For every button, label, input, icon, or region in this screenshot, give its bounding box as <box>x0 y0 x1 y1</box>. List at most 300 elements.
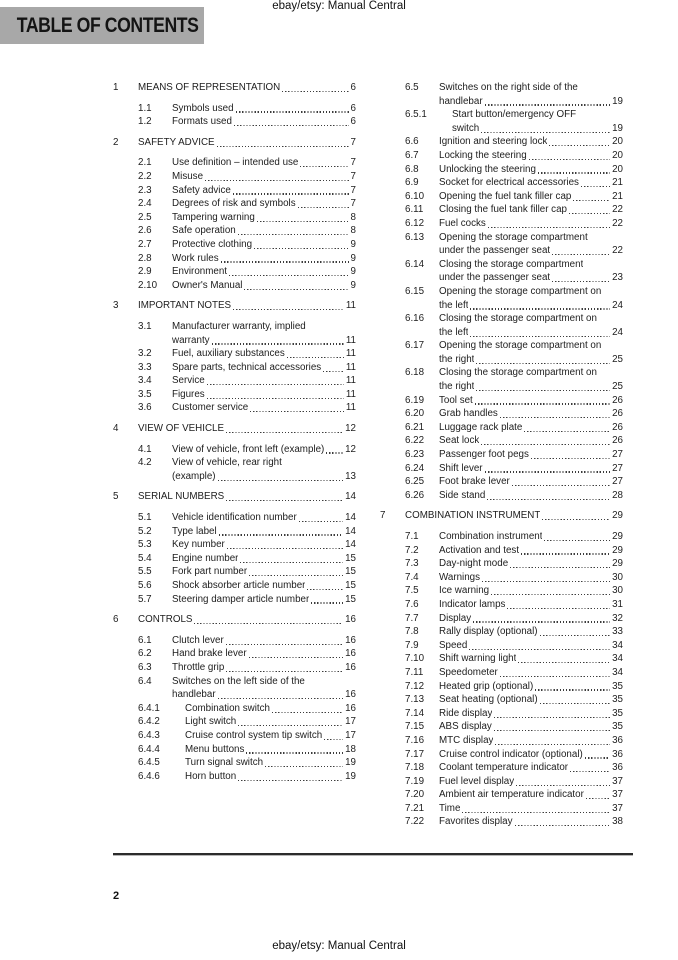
toc-entry-line <box>439 394 623 408</box>
toc-entry-title: Rally display (optional) <box>439 626 538 638</box>
toc-entry <box>113 715 356 729</box>
dot-leader <box>570 771 610 772</box>
toc-entry-title: Menu buttons <box>185 743 245 755</box>
toc-entry-title: the left <box>439 299 469 311</box>
toc-entry-number: 7.18 <box>405 762 425 774</box>
dot-leader <box>473 621 610 622</box>
toc-entry-title: Passenger foot pegs <box>439 449 529 461</box>
toc-entry-line <box>439 734 623 748</box>
toc-entry-number: 7.6 <box>405 598 419 610</box>
toc-entry-number: 7.7 <box>405 612 419 624</box>
dot-leader <box>233 193 349 194</box>
toc-entry-number: 6.3 <box>138 661 152 673</box>
toc-entry-number: 6.5 <box>405 82 419 93</box>
toc-entry-body <box>185 756 356 770</box>
toc-entry-line <box>172 170 356 184</box>
toc-entry-line <box>439 244 623 258</box>
toc-entry-body <box>439 788 623 802</box>
toc-entry-body <box>439 693 623 707</box>
toc-entry-line <box>439 407 623 421</box>
toc-entry-number: 6.26 <box>405 489 425 501</box>
toc-entry <box>113 770 356 784</box>
toc-entry-page: 18 <box>345 743 356 755</box>
toc-entry-body <box>439 544 623 558</box>
toc-entry-line <box>439 815 623 829</box>
toc-entry-line <box>138 613 356 627</box>
toc-entry-line <box>439 380 623 394</box>
toc-entry-title: Locking the steering <box>439 149 527 161</box>
toc-entry-page: 24 <box>612 326 623 338</box>
toc-entry <box>113 422 356 436</box>
toc-entry-page: 22 <box>612 245 623 257</box>
toc-entry-title: handlebar <box>439 95 483 107</box>
toc-entry-line <box>172 265 356 279</box>
dot-leader <box>234 125 349 126</box>
dot-leader <box>246 752 343 753</box>
toc-entry-page: 25 <box>612 381 623 393</box>
toc-entry <box>380 720 623 734</box>
dot-leader <box>510 567 610 568</box>
toc-entry-line <box>172 538 356 552</box>
toc-entry-page: 15 <box>345 593 356 605</box>
toc-entry-body <box>172 238 356 252</box>
dot-leader <box>323 371 344 372</box>
dot-leader <box>205 180 349 181</box>
toc-entry <box>113 81 356 95</box>
toc-entry-number: 6.12 <box>405 217 425 229</box>
toc-entry-title: Unlocking the steering <box>439 163 536 175</box>
toc-entry-page: 14 <box>345 525 356 537</box>
page-title-box <box>0 7 204 44</box>
toc-entry-body <box>172 593 356 607</box>
toc-entry-title: Grab handles <box>439 408 498 420</box>
toc-entry-line <box>439 625 623 639</box>
toc-entry-title: Side stand <box>439 489 486 501</box>
toc-entry <box>380 584 623 598</box>
toc-entry-page: 30 <box>612 571 623 583</box>
toc-entry-number: 2.4 <box>138 198 152 210</box>
toc-entry-body <box>439 81 623 108</box>
toc-entry-line <box>439 149 623 163</box>
toc-entry <box>380 788 623 802</box>
toc-entry-page: 29 <box>612 510 623 522</box>
toc-entry <box>380 407 623 421</box>
toc-entry-title: Type label <box>172 525 217 537</box>
toc-entry-title: Fuel, auxiliary substances <box>172 348 285 360</box>
toc-entry-line <box>185 715 356 729</box>
toc-entry <box>113 374 356 388</box>
toc-entry-body <box>172 579 356 593</box>
toc-entry-body <box>172 538 356 552</box>
toc-entry-title: MEANS OF REPRESENTATION <box>138 82 281 93</box>
toc-entry-page: 9 <box>350 266 356 278</box>
toc-entry-number: 6.13 <box>405 231 425 243</box>
toc-entry-page: 11 <box>345 402 356 414</box>
toc-entry-page: 11 <box>345 388 356 400</box>
toc-entry-title: IMPORTANT NOTES <box>138 300 232 312</box>
dot-leader <box>207 384 344 385</box>
toc-entry-number: 6.18 <box>405 367 425 379</box>
dot-leader <box>494 730 610 731</box>
toc-entry-number: 6.11 <box>405 204 424 216</box>
toc-entry <box>380 557 623 571</box>
toc-entry-body <box>439 666 623 680</box>
toc-entry-number: 6.20 <box>405 408 425 420</box>
toc-entry-body <box>439 707 623 721</box>
toc-entry-line <box>439 598 623 612</box>
toc-entry-line <box>138 490 356 504</box>
toc-entry-line <box>172 565 356 579</box>
toc-entry-number: 1.2 <box>138 116 152 128</box>
toc-entry-number: 2.3 <box>138 184 152 196</box>
toc-entry-page: 7 <box>350 198 356 210</box>
toc-entry-body <box>439 163 623 177</box>
toc-entry-page: 19 <box>612 122 623 134</box>
toc-entry-body <box>172 401 356 415</box>
toc-entry-page: 17 <box>345 716 356 728</box>
dot-leader <box>233 309 344 310</box>
dot-leader <box>227 548 343 549</box>
toc-entry-title: Cruise control system tip switch <box>185 729 323 741</box>
toc-entry-number: 3.6 <box>138 402 152 414</box>
toc-entry-title: Safety advice <box>172 184 231 196</box>
dot-leader <box>569 213 610 214</box>
toc-entry-line <box>172 211 356 225</box>
toc-entry-line <box>439 557 623 571</box>
toc-entry-number: 3.4 <box>138 375 152 387</box>
dot-leader <box>470 336 610 337</box>
toc-entry-line <box>172 388 356 402</box>
dot-leader <box>540 703 611 704</box>
dot-leader <box>500 417 610 418</box>
toc-entry-line <box>172 238 356 252</box>
toc-entry-title: Vehicle identification number <box>172 512 297 524</box>
toc-entry-page: 27 <box>612 476 623 488</box>
dot-leader <box>298 207 349 208</box>
toc-entry-number: 6.2 <box>138 648 152 660</box>
toc-entry-line <box>172 579 356 593</box>
toc-entry <box>380 761 623 775</box>
toc-entry-body <box>439 571 623 585</box>
toc-entry-title: Speed <box>439 639 468 651</box>
toc-entry-body <box>172 184 356 198</box>
toc-entry-number: 6.4.1 <box>138 702 160 714</box>
dot-leader <box>476 363 610 364</box>
toc-entry-title: Throttle grip <box>172 661 225 673</box>
toc-entry-page: 7 <box>350 157 356 169</box>
toc-entry-title: Socket for electrical accessories <box>439 177 579 189</box>
toc-entry-page: 12 <box>345 443 356 455</box>
page-title: TABLE OF CONTENTS <box>16 13 199 37</box>
toc-entry <box>380 394 623 408</box>
toc-entry-line <box>452 122 623 136</box>
dot-leader <box>226 644 343 645</box>
toc-entry <box>380 312 623 339</box>
toc-entry-line <box>439 421 623 435</box>
toc-entry-body <box>185 729 356 743</box>
toc-entry <box>380 203 623 217</box>
toc-entry-page: 11 <box>345 361 356 373</box>
toc-entry-line <box>439 612 623 626</box>
toc-entry-line <box>138 81 356 95</box>
toc-entry-page: 26 <box>612 421 623 433</box>
toc-entry <box>113 238 356 252</box>
toc-entry-title: Work rules <box>172 252 219 264</box>
dot-leader <box>488 227 610 228</box>
toc-entry-page: 34 <box>612 666 623 678</box>
toc-entry-number: 5.4 <box>138 552 152 564</box>
toc-entry-body <box>172 647 356 661</box>
page-number: 2 <box>113 890 120 902</box>
toc-entry-body <box>138 81 356 95</box>
toc-entry-body <box>172 265 356 279</box>
toc-entry-body <box>439 748 623 762</box>
toc-entry-body <box>439 652 623 666</box>
dot-leader <box>257 221 349 222</box>
toc-entry-number: 5.5 <box>138 566 152 578</box>
toc-entry-body <box>439 135 623 149</box>
toc-entry <box>380 639 623 653</box>
toc-entry-body <box>439 639 623 653</box>
toc-entry-body <box>172 156 356 170</box>
toc-entry <box>113 647 356 661</box>
toc-entry-page: 35 <box>612 707 623 719</box>
toc-entry-line <box>439 462 623 476</box>
toc-entry-page: 21 <box>612 177 623 189</box>
toc-entry-title: Combination switch <box>185 702 270 714</box>
toc-entry-number: 7.17 <box>405 748 425 760</box>
toc-entry-line <box>439 190 623 204</box>
toc-entry-body <box>172 374 356 388</box>
toc-entry-line <box>439 258 623 272</box>
toc-entry-title: Activation and test <box>439 544 520 556</box>
toc-entry-line <box>172 525 356 539</box>
dot-leader <box>218 698 344 699</box>
toc-entry-body <box>138 613 356 627</box>
toc-entry-number: 7.13 <box>405 694 425 706</box>
toc-entry-number: 7.19 <box>405 775 425 787</box>
toc-entry-number: 5.1 <box>138 512 152 524</box>
toc-entry-number: 2.7 <box>138 238 152 250</box>
toc-entry-page: 26 <box>612 435 623 447</box>
toc-entry-body <box>172 197 356 211</box>
toc-entry-number: 7.22 <box>405 816 425 828</box>
toc-entry <box>113 702 356 716</box>
dot-leader <box>481 132 610 133</box>
toc-entry-number: 6.9 <box>405 177 419 189</box>
toc-entry-line <box>439 299 623 313</box>
toc-entry <box>380 366 623 393</box>
toc-entry-page: 20 <box>612 163 623 175</box>
toc-entry-page: 16 <box>345 689 356 701</box>
toc-entry-number: 6.16 <box>405 313 425 325</box>
toc-entry-body <box>172 552 356 566</box>
toc-entry-body <box>439 557 623 571</box>
dot-leader <box>494 717 610 718</box>
toc-entry-body <box>452 108 623 135</box>
toc-entry-page: 29 <box>612 558 623 570</box>
toc-entry-line <box>172 552 356 566</box>
toc-entry-body <box>439 720 623 734</box>
toc-entry-body <box>439 489 623 503</box>
toc-entry <box>380 530 623 544</box>
toc-entry-page: 29 <box>612 531 623 542</box>
toc-entry-line <box>172 675 356 689</box>
dot-leader <box>238 725 343 726</box>
toc-entry <box>380 176 623 190</box>
toc-entry <box>380 509 623 523</box>
toc-entry <box>113 743 356 757</box>
toc-entry <box>113 170 356 184</box>
toc-entry-page: 24 <box>612 299 623 311</box>
toc-entry-number: 7.11 <box>405 666 424 678</box>
toc-entry-title: Opening the storage compartment <box>439 231 588 243</box>
toc-entry-line <box>439 748 623 762</box>
toc-entry-body <box>172 443 356 457</box>
toc-entry-page: 34 <box>612 639 623 651</box>
toc-entry-line <box>172 320 356 334</box>
toc-entry-number: 6.23 <box>405 449 425 461</box>
toc-entry-line <box>172 224 356 238</box>
toc-entry-title: Service <box>172 375 205 387</box>
toc-entry <box>380 489 623 503</box>
toc-entry-title: Owner's Manual <box>172 279 243 291</box>
toc-entry <box>380 163 623 177</box>
toc-entry-title: Engine number <box>172 552 239 564</box>
toc-entry-number: 7.2 <box>405 544 419 556</box>
toc-entry-title: Closing the fuel tank filler cap <box>439 204 567 216</box>
toc-entry <box>380 612 623 626</box>
toc-entry-title: Fuel cocks <box>439 217 486 229</box>
toc-entry-title: Safe operation <box>172 225 236 237</box>
toc-entry-title: SAFETY ADVICE <box>138 136 215 148</box>
toc-entry-page: 11 <box>345 334 356 346</box>
toc-entry-page: 20 <box>612 149 623 161</box>
toc-entry-body <box>172 661 356 675</box>
toc-entry-body <box>439 530 623 544</box>
toc-entry-page: 35 <box>612 694 623 706</box>
dot-leader <box>516 785 610 786</box>
toc-entry-line <box>439 489 623 503</box>
dot-leader <box>531 458 610 459</box>
toc-entry <box>113 224 356 238</box>
dot-leader <box>521 553 610 554</box>
toc-entry-page: 9 <box>350 252 356 264</box>
toc-entry <box>380 475 623 489</box>
toc-entry-title: Speedometer <box>439 666 498 678</box>
toc-entry-page: 16 <box>345 614 356 626</box>
toc-entry-page: 20 <box>612 136 623 148</box>
dot-leader <box>219 534 343 535</box>
toc-entry-number: 6.17 <box>405 340 425 352</box>
toc-entry-page: 17 <box>345 729 356 741</box>
dot-leader <box>495 744 610 745</box>
toc-entry-line <box>405 509 623 523</box>
dot-leader <box>586 798 610 799</box>
dot-leader <box>240 562 343 563</box>
toc-entry-number: 6.14 <box>405 258 425 270</box>
toc-entry-line <box>439 544 623 558</box>
toc-entry-page: 6 <box>350 116 356 128</box>
toc-entry <box>113 565 356 579</box>
toc-entry <box>113 579 356 593</box>
dot-leader <box>282 91 348 92</box>
toc-entry-page: 35 <box>612 721 623 733</box>
toc-entry <box>380 734 623 748</box>
toc-entry-title: Foot brake lever <box>439 476 510 488</box>
toc-entry-title: Tool set <box>439 394 473 406</box>
toc-entry-title: Ignition and steering lock <box>439 136 548 148</box>
dot-leader <box>207 398 344 399</box>
toc-entry-page: 9 <box>350 279 356 291</box>
dot-leader <box>249 657 343 658</box>
toc-entry-number: 2.2 <box>138 170 152 182</box>
toc-entry-line <box>439 95 623 109</box>
dot-leader <box>226 432 343 433</box>
toc-entry-body <box>172 115 356 129</box>
toc-entry-body <box>172 675 356 702</box>
toc-entry-title: Spare parts, technical accessories <box>172 361 322 373</box>
toc-entry-number: 6.6 <box>405 136 419 148</box>
toc-entry-page: 29 <box>612 544 623 556</box>
toc-entry <box>380 815 623 829</box>
toc-entry-line <box>172 197 356 211</box>
toc-entry-line <box>439 448 623 462</box>
toc-entry-page: 13 <box>345 470 356 482</box>
toc-entry-page: 16 <box>345 661 356 673</box>
dot-leader <box>487 499 610 500</box>
toc-entry <box>380 421 623 435</box>
toc-entry <box>113 388 356 402</box>
toc-entry <box>113 613 356 627</box>
toc-entry-title: Steering damper article number <box>172 593 310 605</box>
toc-entry-page: 16 <box>345 634 356 646</box>
dot-leader <box>552 254 610 255</box>
dot-leader <box>265 766 343 767</box>
toc-entry-number: 5.2 <box>138 525 152 537</box>
toc-entry-title: Switches on the left side of the <box>172 675 305 687</box>
dot-leader <box>585 757 610 758</box>
toc-entry-number: 6.4.6 <box>138 770 160 782</box>
toc-entry-number: 1.1 <box>138 102 152 114</box>
toc-entry-line <box>172 456 356 470</box>
dot-leader <box>226 500 343 501</box>
toc-entry-page: 14 <box>345 491 356 503</box>
toc-entry-body <box>172 252 356 266</box>
toc-entry-body <box>439 190 623 204</box>
toc-entry-number: 3.3 <box>138 361 152 373</box>
dot-leader <box>307 589 343 590</box>
toc-entry <box>113 552 356 566</box>
toc-entry-page: 37 <box>612 789 623 801</box>
toc-entry-title: Switches on the right side of the <box>439 82 578 93</box>
toc-entry-body <box>185 770 356 784</box>
footer-divider <box>113 853 633 855</box>
toc-entry-title: ABS display <box>439 721 492 733</box>
toc-entry-line <box>439 775 623 789</box>
toc-entry <box>380 462 623 476</box>
toc-entry-page: 16 <box>345 648 356 660</box>
toc-entry-page: 8 <box>350 225 356 237</box>
toc-entry-line <box>439 366 623 380</box>
toc-entry-line <box>439 639 623 653</box>
toc-entry-title: (example) <box>172 470 216 482</box>
toc-entry <box>113 593 356 607</box>
dot-leader <box>481 444 610 445</box>
toc-entry-title: Degrees of risk and symbols <box>172 198 296 210</box>
toc-entry-number: 6.4.3 <box>138 729 160 741</box>
toc-entry-line <box>185 743 356 757</box>
